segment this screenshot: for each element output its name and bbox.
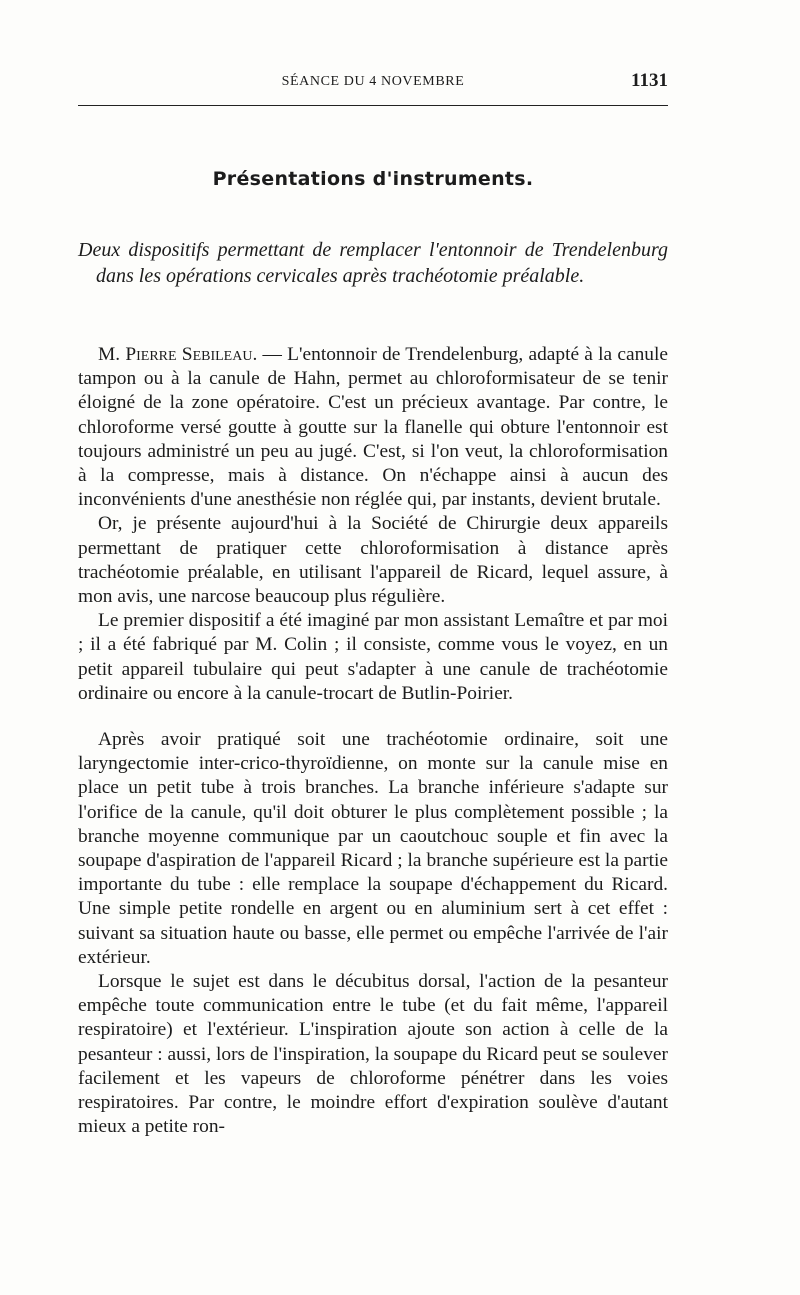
running-head [78,72,668,94]
paragraph: Le premier dispositif a été imaginé par mon assistant Lemaître et par moi ; il a été fabriqué par M. Colin ; il consiste, comme vous le voyez, en un petit appareil tubulaire qui peut s'adapter à une canule de trachéotomie ordinaire ou encore à la canule-trocart de Butlin-Poirier. [78,610,668,704]
paragraph: Or, je présente aujourd'hui à la Société de Chirurgie deux appareils permettant de pratiquer cette chloroformisation à distance après trachéotomie préalable, en utilisant l'appareil de Ricard, lequel assure, à mon avis, une narcose beaucoup plus régulière. [78,513,668,608]
header-rule [78,105,668,106]
running-title: SÉANCE DU 4 NOVEMBRE [281,74,465,89]
paragraph-text: — L'entonnoir de Trendelenburg, adapté à la canule tampon ou à la canule de Hahn, permet au chloroformisateur de se tenir éloigné de la zone opératoire. C'est un précieux avantage. Par contre, le chloroforme versé goutte à goutte sur la flanelle qui obture l'entonnoir est toujours administré un peu au jugé. C'est, si l'on veut, la chloroformisation à la compresse, mais à distance. On n'échappe ainsi à aucun des inconvénients d'une anesthésie non réglée qui, par instants, devient brutale. [78,344,668,511]
article-subtitle: Deux dispositifs permettant de remplacer l'entonnoir de Trendelenburg dans les opérations cervicales après trachéotomie préalable. [78,239,668,287]
paragraph: Lorsque le sujet est dans le décubitus dorsal, l'action de la pesanteur empêche toute communication entre le tube (et du fait même, l'appareil respiratoire) et l'extérieur. L'inspiration ajoute son action à celle de la pesanteur : aussi, lors de l'inspiration, la soupape du Ricard peut se soulever facilement et les vapeurs de chloroforme pénétrer dans les voies respiratoires. Par contre, le moindre effort d'expiration soulève d'autant mieux a petite ron- [78,971,668,1138]
section-title: Présentations d'instruments. [212,168,534,190]
paragraph: Après avoir pratiqué soit une trachéotomie ordinaire, soit une laryngectomie inter-crico-thyroïdienne, on monte sur la canule mise en place un petit tube à trois branches. La branche inférieure s'adapte sur l'orifice de la canule, qu'il doit obturer le plus complètement possible ; la branche moyenne communique par un caoutchouc souple et fin avec la soupape d'aspiration de l'appareil Ricard ; la branche supérieure est la partie importante du tube : elle remplace la soupape d'échappement du Ricard. Une simple petite rondelle en argent ou en aluminium sert à cet effet : suivant sa situation haute ou basse, elle permet ou empêche l'arrivée de l'air extérieur. [78,729,668,968]
page-number: 1131 [631,70,668,91]
paragraph [78,343,668,512]
article-body [78,343,668,1140]
author-name: M. Pierre Sebileau. [98,344,258,365]
